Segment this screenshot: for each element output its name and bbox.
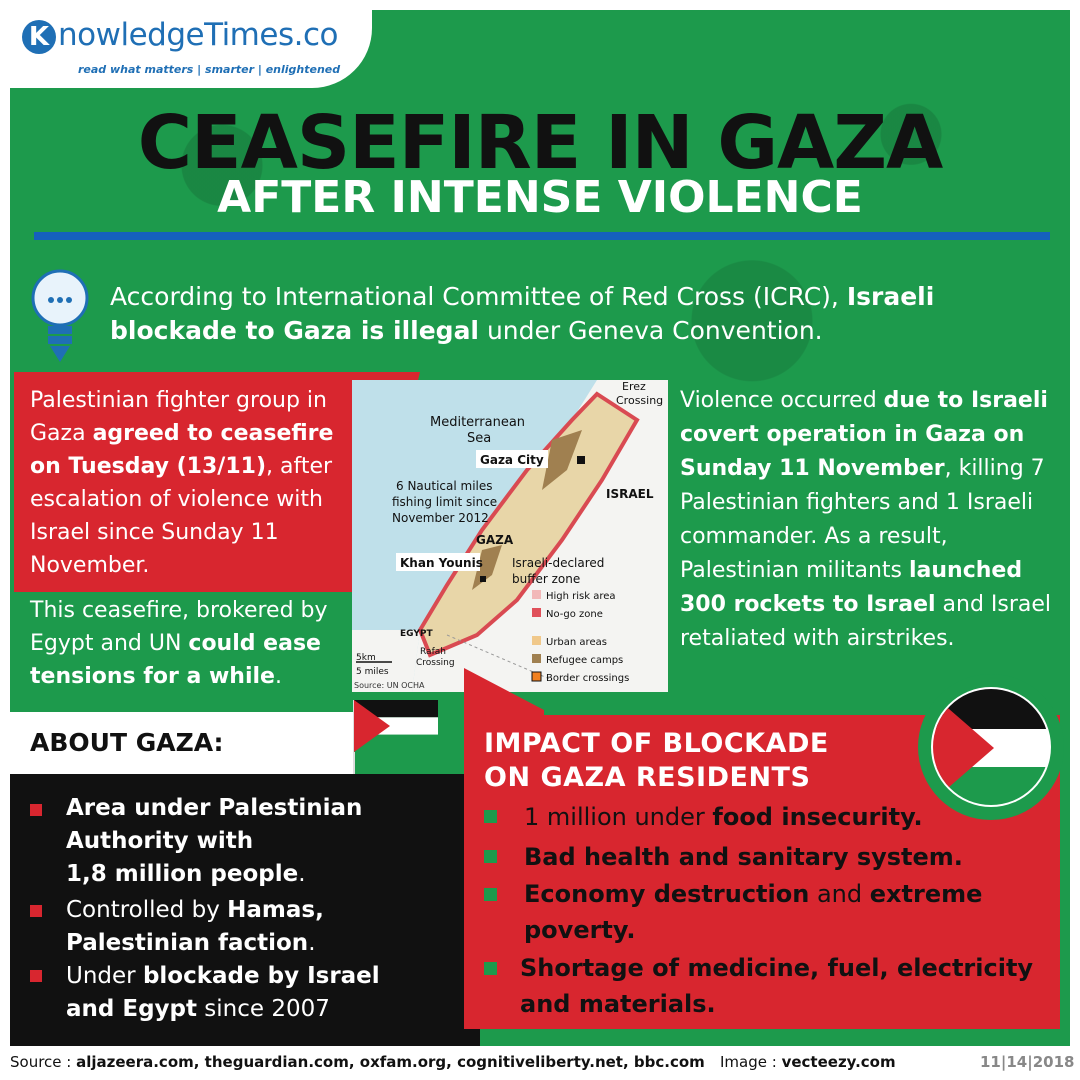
violence-paragraph bbox=[680, 384, 1072, 656]
text-highlight: Hamas, bbox=[227, 897, 324, 923]
text-highlight: and Egypt bbox=[66, 996, 197, 1022]
map-label-egypt: EGYPT bbox=[400, 629, 433, 639]
list-item bbox=[66, 792, 362, 891]
map-label-israel: ISRAEL bbox=[606, 487, 654, 501]
legend-label: No-go zone bbox=[546, 609, 603, 620]
text-highlight: extreme bbox=[869, 880, 983, 908]
bullet-icon bbox=[30, 804, 42, 816]
impact-item bbox=[524, 799, 923, 835]
map-label-erez-crossing: Crossing bbox=[616, 394, 664, 407]
map-label-sea2: Sea bbox=[467, 431, 492, 446]
text: Controlled by bbox=[66, 897, 228, 923]
text-highlight: Shortage of medicine, fuel, electricity bbox=[520, 954, 1034, 982]
scale-km: 5km bbox=[356, 653, 376, 663]
icrc-text: According to International Committee of Red Cross (ICRC), bbox=[110, 282, 847, 311]
text: and bbox=[809, 880, 870, 908]
map-label-fishing2: fishing limit since bbox=[392, 495, 498, 509]
impact-heading bbox=[484, 727, 924, 795]
text-highlight: Economy destruction bbox=[524, 880, 810, 908]
source-label: Source : bbox=[10, 1053, 77, 1071]
text: Under bbox=[66, 963, 143, 989]
footer-sources bbox=[10, 1053, 705, 1071]
legend-swatch bbox=[532, 654, 541, 663]
legend-swatch bbox=[532, 672, 541, 681]
page-subtitle: AFTER INTENSE VIOLENCE bbox=[217, 172, 863, 223]
bullet-icon bbox=[484, 810, 497, 823]
text-highlight: could ease tensions for a while bbox=[30, 631, 321, 689]
bullet-icon bbox=[30, 905, 42, 917]
brokered-paragraph bbox=[30, 594, 350, 693]
gaza-map bbox=[352, 380, 668, 692]
text-highlight: agreed to ceasefire on Tuesday (13/11) bbox=[30, 421, 334, 479]
text: 1 million under bbox=[524, 803, 713, 831]
icrc-text-end: under Geneva Convention. bbox=[479, 316, 823, 345]
legend-label: Urban areas bbox=[546, 637, 607, 648]
footer-image-credit bbox=[720, 1053, 896, 1071]
text: since 2007 bbox=[197, 996, 330, 1022]
map-label-gaza-city: Gaza City bbox=[480, 453, 544, 467]
map-label-rafah2: Crossing bbox=[416, 658, 455, 668]
map-label-fishing1: 6 Nautical miles bbox=[396, 479, 493, 493]
legend-swatch bbox=[532, 608, 541, 617]
text: Palestinian fighter group in Gaza bbox=[30, 388, 327, 446]
map-label-fishing3: November 2012 bbox=[392, 511, 489, 525]
text-highlight: due to Israeli covert operation in Gaza on Sunday 11 November bbox=[680, 388, 1048, 481]
image-label: Image : bbox=[720, 1053, 782, 1071]
map-label-buffer2: buffer zone bbox=[512, 572, 581, 586]
text-highlight: blockade by Israel bbox=[142, 963, 380, 989]
text-highlight: launched 300 rockets to Israel bbox=[680, 558, 1023, 617]
title-divider bbox=[34, 232, 1050, 240]
lightbulb-icon bbox=[30, 268, 90, 364]
bullet-icon bbox=[484, 888, 497, 901]
map-label-khan-younis: Khan Younis bbox=[400, 556, 483, 570]
map-label-gaza: GAZA bbox=[476, 533, 514, 547]
list-item bbox=[66, 960, 380, 1026]
impact-item bbox=[524, 876, 982, 948]
scale-miles: 5 miles bbox=[356, 667, 389, 677]
map-source: Source: UN OCHA bbox=[354, 681, 425, 690]
bullet-icon bbox=[484, 962, 497, 975]
image-source: vecteezy.com bbox=[781, 1053, 896, 1071]
text-highlight: Area under Palestinian bbox=[66, 795, 363, 821]
text: Violence occurred bbox=[680, 388, 884, 413]
legend-swatch bbox=[532, 590, 541, 599]
page-title: CEASEFIRE IN GAZA bbox=[137, 100, 943, 186]
text-highlight: 1,8 million people bbox=[66, 861, 299, 887]
legend-label: Refugee camps bbox=[546, 655, 624, 666]
icrc-highlight: Israeli blockade to Gaza is illegal bbox=[110, 282, 935, 345]
text: and Israel retaliated with airstrikes. bbox=[680, 592, 1052, 651]
text: , killing 7 Palestinian fighters and 1 Israeli commander. As a result, Palestinian militants bbox=[680, 456, 1045, 583]
bullet-icon bbox=[484, 850, 497, 863]
text-highlight: food insecurity. bbox=[712, 803, 923, 831]
impact-heading-line2: ON GAZA RESIDENTS bbox=[484, 762, 811, 793]
text: . bbox=[274, 664, 282, 689]
map-label-erez: Erez bbox=[622, 380, 646, 393]
map-label-sea: Mediterranean bbox=[430, 415, 526, 430]
map-label-buffer1: Israeli-declared bbox=[512, 556, 605, 570]
impact-heading-line1: IMPACT OF BLOCKADE bbox=[484, 728, 829, 759]
text: . bbox=[298, 861, 306, 887]
impact-item bbox=[520, 950, 1033, 1022]
legend-label: Border crossings bbox=[546, 673, 630, 684]
text-highlight: Bad health and sanitary system. bbox=[524, 843, 963, 871]
source-list: aljazeera.com, theguardian.com, oxfam.org, cognitiveliberty.net, bbc.com bbox=[76, 1053, 705, 1071]
text-highlight: and materials. bbox=[520, 990, 716, 1018]
bullet-icon bbox=[30, 970, 42, 982]
legend-swatch bbox=[532, 636, 541, 645]
list-item bbox=[66, 894, 324, 960]
footer-date: 11|14|2018 bbox=[980, 1053, 1075, 1071]
legend-label: High risk area bbox=[546, 591, 616, 602]
text-highlight: Authority with bbox=[66, 828, 254, 854]
ceasefire-paragraph bbox=[30, 384, 370, 582]
text: . bbox=[308, 930, 316, 956]
logo-tagline: read what matters | smarter | enlightened bbox=[78, 63, 341, 76]
text: , after escalation of violence with Israel since Sunday 11 November. bbox=[30, 454, 333, 578]
logo-wordmark: nowledgeTimes.co bbox=[58, 17, 338, 53]
impact-item bbox=[524, 839, 963, 875]
text-highlight: Palestinian faction bbox=[66, 930, 309, 956]
icrc-statement bbox=[110, 280, 1040, 348]
text: This ceasefire, brokered by Egypt and UN bbox=[30, 598, 328, 656]
logo-mark: K bbox=[22, 20, 56, 54]
text-highlight: poverty. bbox=[524, 916, 636, 944]
about-list bbox=[10, 774, 480, 1046]
palestine-flag-icon bbox=[354, 700, 438, 752]
about-heading: ABOUT GAZA: bbox=[30, 728, 224, 757]
map-label-rafah1: Rafah bbox=[420, 647, 446, 657]
palestine-flag-badge-icon bbox=[916, 672, 1066, 822]
